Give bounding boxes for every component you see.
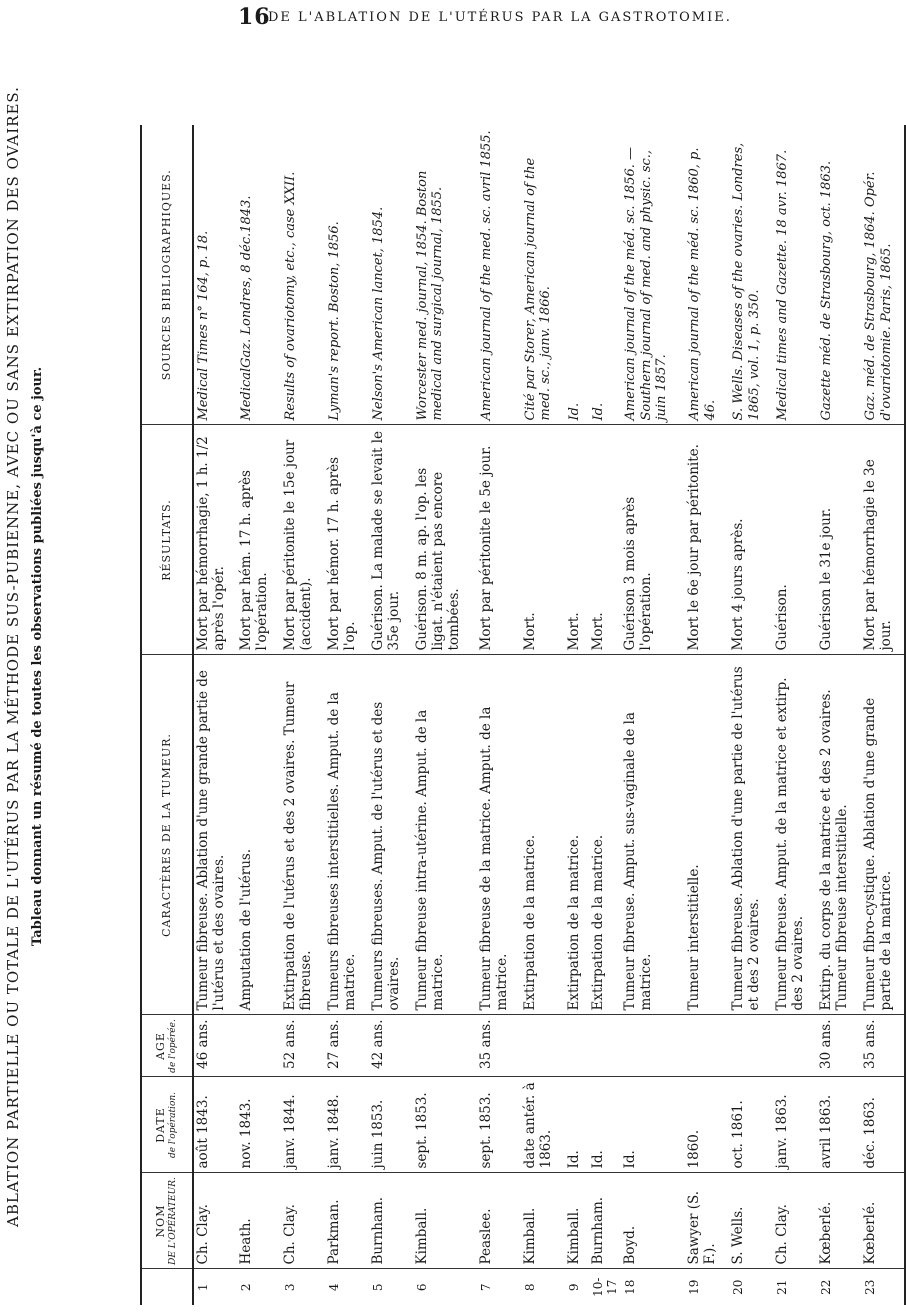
operation-date: 1860. — [685, 1077, 729, 1173]
patient-age: 30 ans. — [817, 1015, 861, 1077]
bibliographic-source: Worcester med. journal, 1854. Boston medical and surgical journal, 1855. — [413, 125, 477, 425]
patient-age — [237, 1015, 281, 1077]
tumor-characters: Tumeur fibreuse. Ablation d'une partie de l'utérus et des 2 ovaires. — [729, 655, 773, 1015]
table-row — [589, 125, 621, 1305]
operator-name: Parkman. — [325, 1173, 369, 1269]
result: Mort par hémorrhagie, 1 h. 1/2 après l'opér. — [193, 425, 237, 655]
operation-date: déc. 1863. — [861, 1077, 905, 1173]
table-row — [193, 125, 237, 1305]
header-characters: CARACTÈRES DE LA TUMEUR. — [141, 655, 193, 1015]
header-date-label: DATE — [154, 1107, 168, 1143]
tumor-characters: Tumeur fibreuse. Amput. de la matrice et extirp. des 2 ovaires. — [773, 655, 817, 1015]
operator-name: Sawyer (S. F.). — [685, 1173, 729, 1269]
operation-date: Id. — [565, 1077, 589, 1173]
operator-name: Kœberlé. — [817, 1173, 861, 1269]
operation-date: août 1843. — [193, 1077, 237, 1173]
bibliographic-source: Id. — [565, 125, 589, 425]
patient-age: 35 ans. — [861, 1015, 905, 1077]
result: Mort par péritonite le 5e jour. — [477, 425, 521, 655]
table-row — [521, 125, 565, 1305]
header-operator — [141, 1173, 193, 1269]
row-number: 9 — [567, 1283, 581, 1292]
tumor-characters: Tumeur interstitielle. — [685, 655, 729, 1015]
row-number: 20 — [731, 1279, 746, 1295]
row-number: 10-17 — [591, 1277, 620, 1297]
bibliographic-source: American journal of the med. sc. avril 1855. — [477, 125, 521, 425]
header-date-sub: de l'opération. — [168, 1091, 179, 1159]
row-number: 23 — [861, 1269, 905, 1305]
row-number: 21 — [775, 1279, 790, 1295]
header-date — [141, 1077, 193, 1173]
table-row — [817, 125, 861, 1305]
header-num — [141, 1269, 193, 1305]
patient-age: 52 ans. — [281, 1015, 325, 1077]
table-row — [565, 125, 589, 1305]
patient-age — [621, 1015, 685, 1077]
table-row — [685, 125, 729, 1305]
table-header-row — [141, 125, 193, 1305]
tumor-characters: Tumeurs fibreuses interstitielles. Amput. de la matrice. — [325, 655, 369, 1015]
operator-name: Kœberlé. — [861, 1173, 905, 1269]
patient-age: 35 ans. — [477, 1015, 521, 1077]
row-number: 2 — [239, 1283, 253, 1292]
table-row — [477, 125, 521, 1305]
row-number: 1 — [196, 1283, 210, 1292]
row-number: 18 — [623, 1279, 638, 1295]
operation-date: sept. 1853. — [413, 1077, 477, 1173]
operator-name: Burnham. — [589, 1173, 621, 1269]
header-age-sub: de l'opérée. — [168, 1019, 179, 1073]
operation-date: janv. 1863. — [773, 1077, 817, 1173]
bibliographic-source: Gazette méd. de Strasbourg, oct. 1863. — [817, 125, 861, 425]
bibliographic-source: MedicalGaz. Londres, 8 déc.1843. — [237, 125, 281, 425]
bibliographic-source: American journal of the méd. sc. 1856. — Southern journal of med. and physic. sc., juin 1857. — [621, 125, 685, 425]
operation-date: janv. 1844. — [281, 1077, 325, 1173]
tumor-characters: Tumeur fibreuse intra-utérine. Amput. de la matrice. — [413, 655, 477, 1015]
table-row — [861, 125, 905, 1305]
header-operator-label: NOM — [154, 1204, 168, 1238]
running-head: DE L'ABLATION DE L'UTÉRUS PAR LA GASTROTOMIE. — [268, 10, 732, 25]
bibliographic-source: Cité par Storer, American journal of the med. sc., janv. 1866. — [521, 125, 565, 425]
bibliographic-source: S. Wells. Diseases of the ovaries. Londres, 1865, vol. 1, p. 350. — [729, 125, 773, 425]
patient-age — [413, 1015, 477, 1077]
patient-age — [565, 1015, 589, 1077]
patient-age: 42 ans. — [369, 1015, 413, 1077]
operator-name: Peaslee. — [477, 1173, 521, 1269]
tumor-characters: Extirpation de la matrice. — [565, 655, 589, 1015]
operation-date: oct. 1861. — [729, 1077, 773, 1173]
table-row — [413, 125, 477, 1305]
page-header — [0, 0, 800, 60]
row-number: 3 — [283, 1283, 297, 1292]
tumor-characters: Extirpation de l'utérus et des 2 ovaires. Tumeur fibreuse. — [281, 655, 325, 1015]
operation-date: date antér. à 1863. — [521, 1077, 565, 1173]
bibliographic-source: Medical Times n° 164, p. 18. — [193, 125, 237, 425]
patient-age — [521, 1015, 565, 1077]
result: Mort le 6e jour par péritonite. — [685, 425, 729, 655]
row-number: 19 — [687, 1279, 702, 1295]
table-row — [237, 125, 281, 1305]
result: Guérison. — [773, 425, 817, 655]
page-number: 16 — [238, 4, 271, 30]
tumor-characters: Tumeur fibreuse de la matrice. Amput. de la matrice. — [477, 655, 521, 1015]
table-row — [621, 125, 685, 1305]
operation-date: janv. 1848. — [325, 1077, 369, 1173]
row-number: 8 — [523, 1283, 537, 1292]
operator-name: S. Wells. — [729, 1173, 773, 1269]
result: Mort par hém. 17 h. après l'opération. — [237, 425, 281, 655]
tumor-characters: Tumeur fibreuse. Ablation d'une grande partie de l'utérus et des ovaires. — [193, 655, 237, 1015]
tumor-characters: Extirp. du corps de la matrice et des 2 ovaires. Tumeur fibreuse interstitielle. — [817, 655, 861, 1015]
tumor-characters: Amputation de l'utérus. — [237, 655, 281, 1015]
observations-table — [140, 125, 906, 1305]
header-sources: SOURCES BIBLIOGRAPHIQUES. — [141, 125, 193, 425]
observations-table-wrapper — [140, 125, 895, 1305]
operation-date: juin 1853. — [369, 1077, 413, 1173]
patient-age — [773, 1015, 817, 1077]
bibliographic-source: Medical times and Gazette. 18 avr. 1867. — [773, 125, 817, 425]
patient-age — [589, 1015, 621, 1077]
patient-age — [729, 1015, 773, 1077]
table-row — [281, 125, 325, 1305]
result: Mort. — [521, 425, 565, 655]
row-number: 7 — [479, 1283, 493, 1292]
result: Guérison 3 mois après l'opération. — [621, 425, 685, 655]
row-number: 5 — [371, 1283, 385, 1292]
bibliographic-source: Nelson's American lancet, 1854. — [369, 125, 413, 425]
result: Mort 4 jours après. — [729, 425, 773, 655]
result: Mort. — [589, 425, 621, 655]
table-row — [729, 125, 773, 1305]
row-number: 22 — [819, 1279, 834, 1295]
result: Guérison. La malade se levait le 35e jour. — [369, 425, 413, 655]
result: Mort par péritonite le 15e jour (accident). — [281, 425, 325, 655]
table-row — [325, 125, 369, 1305]
result: Mort par hémorrhagie le 3e jour. — [861, 425, 905, 655]
result: Guérison le 31e jour. — [817, 425, 861, 655]
operator-name: Heath. — [237, 1173, 281, 1269]
table-row — [773, 125, 817, 1305]
operation-date: avril 1863. — [817, 1077, 861, 1173]
operation-date: Id. — [621, 1077, 685, 1173]
tumor-characters: Tumeurs fibreuses. Amput. de l'utérus et des ovaires. — [369, 655, 413, 1015]
operator-name: Ch. Clay. — [281, 1173, 325, 1269]
operator-name: Burnham. — [369, 1173, 413, 1269]
tumor-characters: Extirpation de la matrice. — [521, 655, 565, 1015]
patient-age — [685, 1015, 729, 1077]
operator-name: Ch. Clay. — [773, 1173, 817, 1269]
header-age-label: AGE — [154, 1032, 168, 1060]
header-results: RÉSULTATS. — [141, 425, 193, 655]
result: Guérison. 8 m. ap. l'op. les ligat. n'étaient pas encore tombées. — [413, 425, 477, 655]
row-number: 4 — [327, 1283, 341, 1292]
operator-name: Boyd. — [621, 1173, 685, 1269]
result: Mort. — [565, 425, 589, 655]
operator-name: Kimball. — [565, 1173, 589, 1269]
operator-name: Ch. Clay. — [193, 1173, 237, 1269]
bibliographic-source: Id. — [589, 125, 621, 425]
operation-date: sept. 1853. — [477, 1077, 521, 1173]
bibliographic-source: Gaz. méd. de Strasbourg, 1864. Opér. d'ovariotomie. Paris, 1865. — [861, 125, 905, 425]
table-subtitle: Tableau donnant un résumé de toutes les observations publiées jusqu'à ce jour. — [30, 366, 45, 947]
header-age — [141, 1015, 193, 1077]
tumor-characters: Tumeur fibreuse. Amput. sus-vaginale de la matrice. — [621, 655, 685, 1015]
bibliographic-source: Results of ovariotomy, etc., case XXII. — [281, 125, 325, 425]
bibliographic-source: Lyman's report. Boston, 1856. — [325, 125, 369, 425]
operator-name: Kimball. — [413, 1173, 477, 1269]
header-operator-sub: DE L'OPÉRATEUR. — [168, 1177, 179, 1265]
patient-age: 46 ans. — [193, 1015, 237, 1077]
tumor-characters: Extirpation de la matrice. — [589, 655, 621, 1015]
bibliographic-source: American journal of the méd. sc. 1860, p. 46. — [685, 125, 729, 425]
operation-date: Id. — [589, 1077, 621, 1173]
operation-date: nov. 1843. — [237, 1077, 281, 1173]
row-number: 6 — [415, 1283, 429, 1292]
table-title: ABLATION PARTIELLE OU TOTALE DE L'UTÉRUS PAR LA MÉTHODE SUS-PUBIENNE, AVEC OU SANS EXTIRPATION DES OVAIRES. — [4, 86, 22, 1227]
table-row — [369, 125, 413, 1305]
patient-age: 27 ans. — [325, 1015, 369, 1077]
tumor-characters: Tumeur fibro-cystique. Ablation d'une grande partie de la matrice. — [861, 655, 905, 1015]
table-body — [193, 125, 905, 1305]
operator-name: Kimball. — [521, 1173, 565, 1269]
result: Mort par hémor. 17 h. après l'op. — [325, 425, 369, 655]
